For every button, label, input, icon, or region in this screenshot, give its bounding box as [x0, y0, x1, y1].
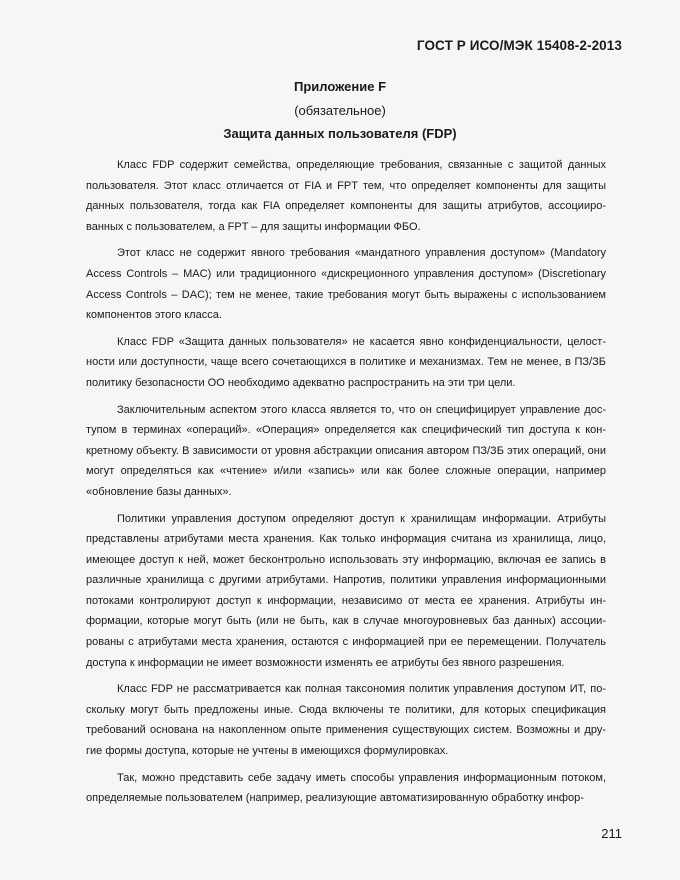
document-body — [86, 155, 606, 815]
document-id-header: ГОСТ Р ИСО/МЭК 15408-2-2013 — [416, 38, 622, 53]
appendix-title: Приложение F — [293, 79, 387, 94]
appendix-status: (обязательное) — [294, 103, 386, 118]
paragraph: Этот класс не содержит явного требования «мандатного управления доступом» (Mandatory Access Controls – MAC) или традиционного «дискреционного управления доступом» (Discretionary Access Controls – DAC); тем не менее, такие требования могут быть выражены с использованием компонентов этого класса. — [86, 247, 606, 322]
page-number: 211 — [601, 826, 622, 841]
paragraph: Класс FDP «Защита данных пользователя» не касается явно конфиденциальности, целост-ности или доступности, чаще всего сочетающихся в политике и механизмах. Тем не менее, в ПЗ/ЗБ политику безопасности ОО необходимо адекватно распространить на эти три цели. — [86, 335, 606, 389]
paragraph: Класс FDP содержит семейства, определяющие требования, связанные с защитой данных пользователя. Этот класс отличается от FIA и FPT тем, что определяет компоненты для защиты данных пользователя, тогда как FIA определяет компоненты для защиты атрибутов, ассоцииро-ванных с пользователем, а FPT – для защиты информации ФБО. — [86, 159, 606, 233]
paragraph: Политики управления доступом определяют доступ к хранилищам информации. Атрибуты представлены атрибутами места хранения. Как только информация считана из хранилища, лицо, имеющее доступ к ней, может бесконтрольно использовать эту информацию, включая ее запись в различные хранилища с другими атрибутами. Напротив, политики управления информационными потоками контролируют доступ к информации, независимо от места ее хранения. Атрибуты ин-формации, которые могут быть (или не быть, как в случае многоуровневых баз данных) ассоции-рованы с атрибутами места хранения, остаются с информацией при ее перемещении. Получатель доступа к информации не имеет возможности изменять ее атрибуты без явного разрешения. — [86, 512, 606, 669]
paragraph: Класс FDP не рассматривается как полная таксономия политик управления доступом ИТ, по-скольку могут быть предложены иные. Сюда включены те политики, для которых спецификация требований основана на накопленном опыте применения существующих систем. Возможны и дру-гие формы доступа, которые не учтены в имеющихся формулировках. — [86, 683, 606, 758]
paragraph: Заключительным аспектом этого класса является то, что он специфицирует управление дос-тупом в терминах «операций». «Операция» определяется как специфический тип доступа к кон-кретному объекту. В зависимости от уровня абстракции описания автором ПЗ/ЗБ этих операций, они могут определяться как «чтение» и/или «запись» или как более сложные операции, например «обновление базы данных». — [86, 403, 606, 498]
paragraph: Так, можно представить себе задачу иметь способы управления информационным потоком, определяемые пользователем (например, реализующие автоматизированную обработку инфор- — [86, 771, 606, 805]
section-title: Защита данных пользователя (FDP) — [223, 126, 457, 141]
